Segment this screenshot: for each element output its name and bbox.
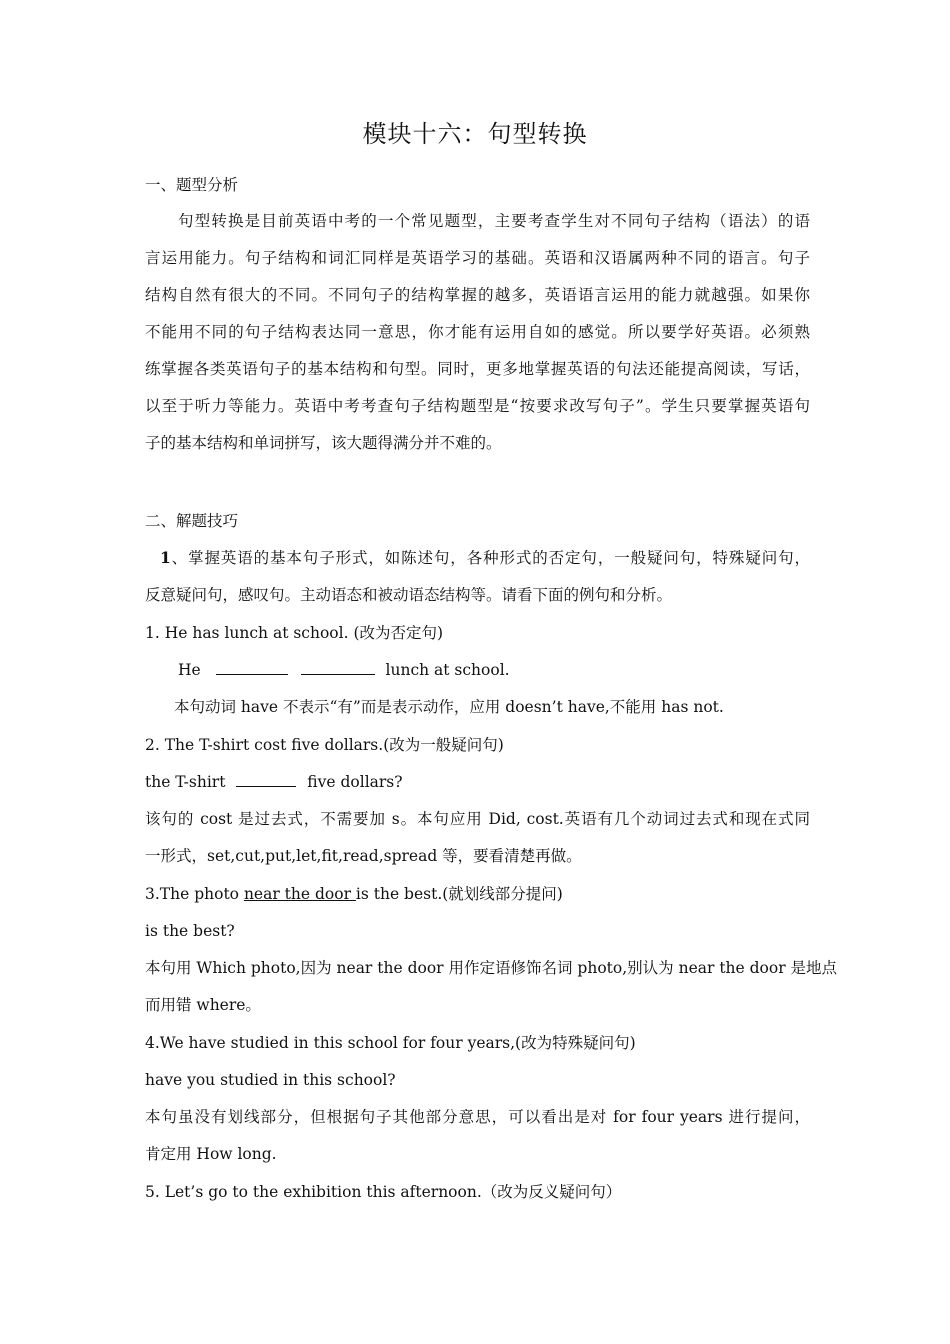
answer-1-suffix: lunch at school.: [385, 661, 510, 679]
question-5: 5. Let’s go to the exhibition this afternoon.（改为反义疑问句）: [145, 1183, 622, 1201]
answer-4: have you studied in this school?: [145, 1071, 396, 1089]
question-3-underlined: near the door: [243, 885, 356, 903]
answer-1: [178, 659, 510, 681]
tip1-number: 1: [160, 548, 171, 567]
answer-blank: [301, 659, 375, 675]
tip1-line-1: [160, 547, 810, 569]
note-3-line-1: 本句用 Which photo,因为 near the door 用作定语修饰名词 photo,别认为 near the door 是地点: [145, 959, 838, 977]
answer-blank: [216, 659, 288, 675]
question-3-prefix: 3.The photo: [145, 885, 244, 903]
question-1: 1. He has lunch at school. (改为否定句): [145, 624, 444, 642]
analysis-line-5: 练掌握各类英语句子的基本结构和句型。同时，更多地掌握英语的句法还能提高阅读，写话，: [145, 360, 810, 378]
section-heading-techniques: 二、解题技巧: [145, 512, 239, 530]
analysis-line-6: 以至于听力等能力。英语中考考查句子结构题型是“按要求改写句子”。学生只要掌握英语句: [145, 397, 810, 415]
answer-2-suffix: five dollars?: [307, 773, 403, 791]
answer-1-prefix: He: [178, 661, 201, 679]
note-2-line-2: 一形式，set,cut,put,let,fit,read,spread 等，要看清楚再做。: [145, 847, 582, 865]
analysis-line-7: 子的基本结构和单词拼写，该大题得满分并不难的。: [145, 434, 502, 452]
answer-2: [145, 771, 403, 793]
tip1-line-2: 反意疑问句，感叹句。主动语态和被动语态结构等。请看下面的例句和分析。: [145, 586, 673, 604]
note-4-line-2: 肯定用 How long.: [145, 1145, 277, 1163]
question-2: 2. The T-shirt cost five dollars.(改为一般疑问句): [145, 736, 504, 754]
note-1: 本句动词 have 不表示“有”而是表示动作，应用 doesn’t have,不能用 has not.: [174, 698, 724, 716]
analysis-line-2: 言运用能力。句子结构和词汇同样是英语学习的基础。英语和汉语属两种不同的语言。句子: [145, 249, 810, 267]
note-2-line-1: 该句的 cost 是过去式，不需要加 s。本句应用 Did, cost.英语有几个动词过去式和现在式同: [145, 810, 810, 828]
page-title: 模块十六：句型转换: [362, 120, 588, 148]
answer-2-prefix: the T-shirt: [145, 773, 226, 791]
analysis-line-1: 句型转换是目前英语中考的一个常见题型，主要考查学生对不同句子结构（语法）的语: [178, 212, 810, 230]
question-3: [145, 883, 563, 905]
analysis-line-4: 不能用不同的句子结构表达同一意思，你才能有运用自如的感觉。所以要学好英语。必须熟: [145, 323, 810, 341]
analysis-line-3: 结构自然有很大的不同。不同句子的结构掌握的越多，英语语言运用的能力就越强。如果你: [145, 286, 810, 304]
question-4: 4.We have studied in this school for four years,(改为特殊疑问句): [145, 1034, 636, 1052]
note-4-line-1: 本句虽没有划线部分，但根据句子其他部分意思，可以看出是对 for four years 进行提问，: [145, 1108, 810, 1126]
tip1-text: 、掌握英语的基本句子形式，如陈述句，各种形式的否定句，一般疑问句，特殊疑问句，: [170, 549, 810, 567]
section-heading-analysis: 一、题型分析: [145, 176, 239, 194]
question-3-suffix: is the best.(就划线部分提问): [355, 885, 563, 903]
note-3-line-2: 而用错 where。: [145, 996, 261, 1014]
answer-blank: [236, 771, 296, 787]
answer-3: is the best?: [145, 922, 235, 940]
